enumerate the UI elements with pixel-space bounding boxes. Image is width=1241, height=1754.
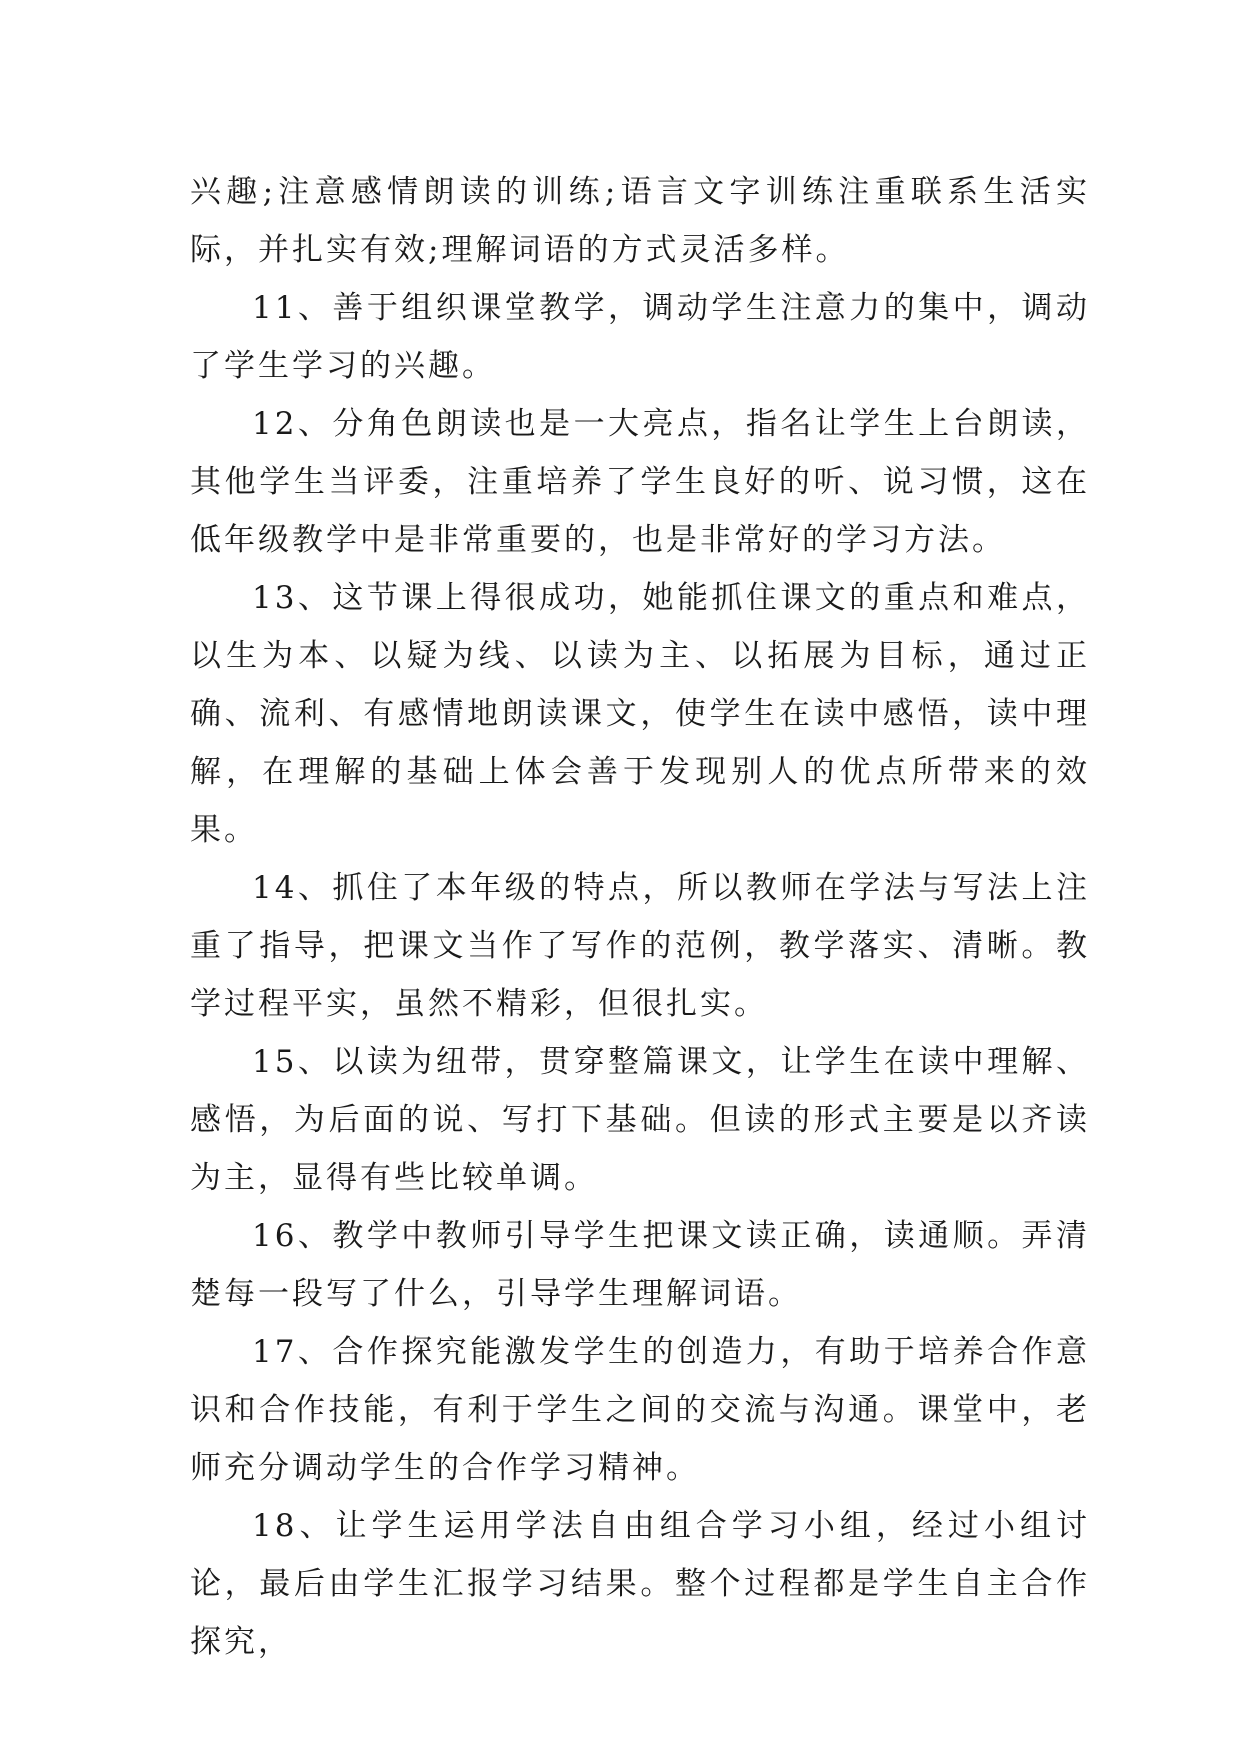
paragraph-text: 15、以读为纽带，贯穿整篇课文，让学生在读中理解、感悟，为后面的说、写打下基础。但读的形式主要是以齐读为主，显得有些比较单调。: [190, 1044, 1090, 1196]
paragraph-text: 14、抓住了本年级的特点，所以教师在学法与写法上注重了指导，把课文当作了写作的范例，教学落实、清晰。教学过程平实，虽然不精彩，但很扎实。: [190, 870, 1090, 1022]
paragraph-16: [190, 1207, 1090, 1323]
paragraph-text: 13、这节课上得很成功，她能抓住课文的重点和难点，以生为本、以疑为线、以读为主、以拓展为目标，通过正确、流利、有感情地朗读课文，使学生在读中感悟，读中理解，在理解的基础上体会善于发现别人的优点所带来的效果。: [190, 580, 1090, 848]
paragraph-text: 16、教学中教师引导学生把课文读正确，读通顺。弄清楚每一段写了什么，引导学生理解词语。: [190, 1218, 1090, 1312]
paragraph-12: [190, 395, 1090, 569]
paragraph-text: 18、让学生运用学法自由组合学习小组，经过小组讨论，最后由学生汇报学习结果。整个过程都是学生自主合作探究，: [190, 1508, 1090, 1660]
paragraph-17: [190, 1323, 1090, 1497]
paragraph-11: [190, 279, 1090, 395]
paragraph-18: [190, 1497, 1090, 1671]
paragraph-14: [190, 859, 1090, 1033]
paragraph-text: 11、善于组织课堂教学，调动学生注意力的集中，调动了学生学习的兴趣。: [190, 290, 1090, 384]
paragraph-13: [190, 569, 1090, 859]
paragraph-text: 17、合作探究能激发学生的创造力，有助于培养合作意识和合作技能，有利于学生之间的交流与沟通。课堂中，老师充分调动学生的合作学习精神。: [190, 1334, 1090, 1486]
paragraph-text: 12、分角色朗读也是一大亮点，指名让学生上台朗读，其他学生当评委，注重培养了学生良好的听、说习惯，这在低年级教学中是非常重要的，也是非常好的学习方法。: [190, 406, 1090, 558]
paragraph-text: 兴趣;注意感情朗读的训练;语言文字训练注重联系生活实际，并扎实有效;理解词语的方式灵活多样。: [190, 174, 1090, 268]
document-body: [190, 163, 1090, 1671]
paragraph-15: [190, 1033, 1090, 1207]
paragraph-continued: [190, 163, 1090, 279]
